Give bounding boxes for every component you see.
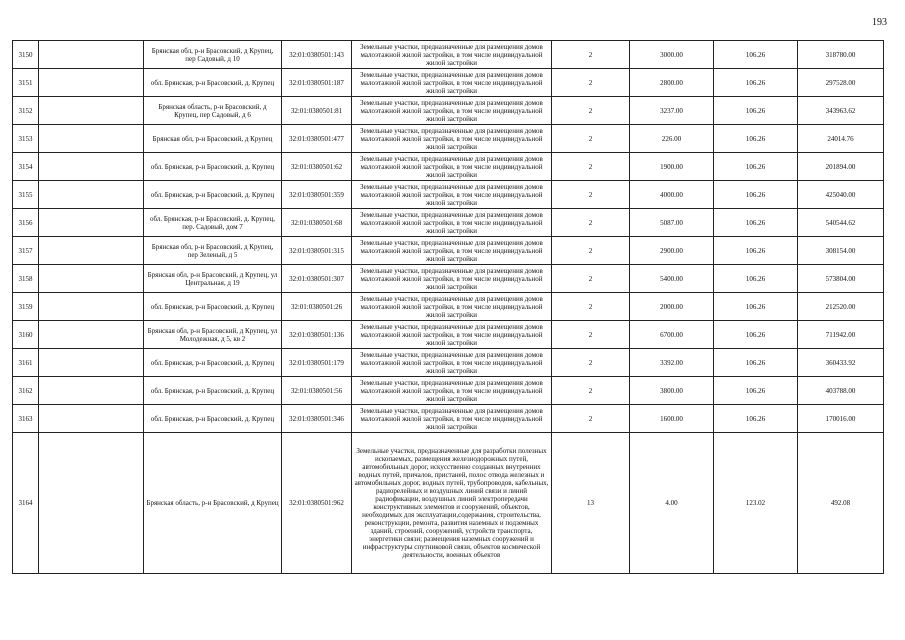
table-row — [13, 293, 884, 321]
cadastral-number-cell: 32:01:0380501:136 — [282, 321, 352, 349]
area-cell: 2800.00 — [630, 69, 714, 97]
address-cell: Брянская обл, р-н Брасовский, д Крупец, ул Центральная, д 19 — [144, 265, 282, 293]
cadastral-value-cell: 212520.00 — [798, 293, 884, 321]
address-cell: обл. Брянская, р-н Брасовский, д. Крупец — [144, 377, 282, 405]
cadastral-number-cell: 32:01:0380501:315 — [282, 237, 352, 265]
rate-cell: 106.26 — [714, 209, 798, 237]
area-cell: 4000.00 — [630, 181, 714, 209]
rate-cell: 106.26 — [714, 349, 798, 377]
table-row — [13, 97, 884, 125]
rate-cell: 123.02 — [714, 433, 798, 574]
category-cell: 2 — [552, 377, 630, 405]
cadastral-value-cell: 573804.00 — [798, 265, 884, 293]
category-cell: 2 — [552, 41, 630, 69]
table-row — [13, 209, 884, 237]
area-cell: 1600.00 — [630, 405, 714, 433]
cadastral-value-cell: 711942.00 — [798, 321, 884, 349]
land-use-cell: Земельные участки, предназначенные для размещения домов малоэтажной жилой застройки, в том числе индивидуальной жилой застройки — [352, 181, 552, 209]
category-cell: 2 — [552, 405, 630, 433]
address-cell: обл. Брянская, р-н Брасовский, д. Крупец — [144, 293, 282, 321]
address-cell: Брянская область, р-н Брасовский, д Крупец — [144, 433, 282, 574]
row-number: 3152 — [13, 97, 39, 125]
row-number: 3162 — [13, 377, 39, 405]
row-number: 3159 — [13, 293, 39, 321]
cadastral-value-cell: 170016.00 — [798, 405, 884, 433]
cadastral-number-cell: 32:01:0380501:62 — [282, 153, 352, 181]
address-cell: Брянская обл, р-н Брасовский, д Крупец, пер Зеленый, д 5 — [144, 237, 282, 265]
cadastral-value-cell: 308154.00 — [798, 237, 884, 265]
table-row — [13, 405, 884, 433]
category-cell: 2 — [552, 69, 630, 97]
cadastral-value-cell: 24014.76 — [798, 125, 884, 153]
address-cell: Брянская обл, р-н Брасовский, д Крупец, ул Молодежная, д 5, кв 2 — [144, 321, 282, 349]
rate-cell: 106.26 — [714, 321, 798, 349]
address-cell: обл. Брянская, р-н Брасовский, д. Крупец — [144, 69, 282, 97]
table-row — [13, 377, 884, 405]
table-row — [13, 41, 884, 69]
category-cell: 2 — [552, 125, 630, 153]
row-number: 3154 — [13, 153, 39, 181]
address-cell: обл. Брянская, р-н Брасовский, д. Крупец — [144, 153, 282, 181]
cadastral-value-cell: 492.08 — [798, 433, 884, 574]
cadastral-number-cell: 32:01:0380501:307 — [282, 265, 352, 293]
row-spacer — [39, 181, 144, 209]
cadastral-number-cell: 32:01:0380501:68 — [282, 209, 352, 237]
land-use-cell: Земельные участки, предназначенные для размещения домов малоэтажной жилой застройки, в том числе индивидуальной жилой застройки — [352, 293, 552, 321]
row-number: 3160 — [13, 321, 39, 349]
row-spacer — [39, 97, 144, 125]
table-row — [13, 125, 884, 153]
category-cell: 2 — [552, 349, 630, 377]
rate-cell: 106.26 — [714, 237, 798, 265]
row-number: 3158 — [13, 265, 39, 293]
row-spacer — [39, 153, 144, 181]
address-cell: обл. Брянская, р-н Брасовский, д. Крупец — [144, 405, 282, 433]
land-use-cell: Земельные участки, предназначенные для размещения домов малоэтажной жилой застройки, в том числе индивидуальной жилой застройки — [352, 321, 552, 349]
area-cell: 5400.00 — [630, 265, 714, 293]
address-cell: Брянская обл, р-н Брасовский, д Крупец — [144, 125, 282, 153]
land-use-cell: Земельные участки, предназначенные для размещения домов малоэтажной жилой застройки, в том числе индивидуальной жилой застройки — [352, 125, 552, 153]
cadastral-value-cell: 318780.00 — [798, 41, 884, 69]
category-cell: 13 — [552, 433, 630, 574]
row-number: 3156 — [13, 209, 39, 237]
table-row — [13, 181, 884, 209]
cadastral-number-cell: 32:01:0380501:143 — [282, 41, 352, 69]
rate-cell: 106.26 — [714, 41, 798, 69]
rate-cell: 106.26 — [714, 265, 798, 293]
land-use-cell: Земельные участки, предназначенные для размещения домов малоэтажной жилой застройки, в том числе индивидуальной жилой застройки — [352, 209, 552, 237]
land-use-cell: Земельные участки, предназначенные для размещения домов малоэтажной жилой застройки, в том числе индивидуальной жилой застройки — [352, 97, 552, 125]
row-number: 3163 — [13, 405, 39, 433]
area-cell: 2900.00 — [630, 237, 714, 265]
address-cell: обл. Брянская, р-н Брасовский, д. Крупец — [144, 349, 282, 377]
address-cell: обл. Брянская, р-н Брасовский, д. Крупец, пер. Садовый, дом 7 — [144, 209, 282, 237]
category-cell: 2 — [552, 293, 630, 321]
land-use-cell: Земельные участки, предназначенные для размещения домов малоэтажной жилой застройки, в том числе индивидуальной жилой застройки — [352, 349, 552, 377]
page-number: 193 — [872, 17, 887, 28]
category-cell: 2 — [552, 209, 630, 237]
table-row — [13, 349, 884, 377]
table-row — [13, 237, 884, 265]
land-use-cell: Земельные участки, предназначенные для размещения домов малоэтажной жилой застройки, в том числе индивидуальной жилой застройки — [352, 377, 552, 405]
rate-cell: 106.26 — [714, 153, 798, 181]
cadastral-value-cell: 360433.92 — [798, 349, 884, 377]
land-use-cell: Земельные участки, предназначенные для размещения домов малоэтажной жилой застройки, в том числе индивидуальной жилой застройки — [352, 405, 552, 433]
table-row — [13, 153, 884, 181]
row-spacer — [39, 69, 144, 97]
rate-cell: 106.26 — [714, 181, 798, 209]
category-cell: 2 — [552, 321, 630, 349]
category-cell: 2 — [552, 265, 630, 293]
rate-cell: 106.26 — [714, 69, 798, 97]
area-cell: 3800.00 — [630, 377, 714, 405]
row-spacer — [39, 125, 144, 153]
row-number: 3155 — [13, 181, 39, 209]
rate-cell: 106.26 — [714, 125, 798, 153]
area-cell: 2000.00 — [630, 293, 714, 321]
land-use-cell: Земельные участки, предназначенные для размещения домов малоэтажной жилой застройки, в том числе индивидуальной жилой застройки — [352, 265, 552, 293]
row-number: 3161 — [13, 349, 39, 377]
land-use-cell: Земельные участки, предназначенные для разработки полезных ископаемых, размещения железнодорожных путей, автомобильных дорог, искусственно созданных внутренних водных путей, причалов, пристаней, полос отвода железных и автомобильных дорог, водных путей, трубопроводов, кабельных, радиорелейных и воздушных линий связи и линий радиофикации, воздушных линий электропередачи конструктивных элементов и сооружений, объектов, необходимых для эксплуатации,содержания, строительства, реконструкции, ремонта, развития наземных и подземных зданий, строений, сооружений, устройств транспорта, энергетики связи; размещения наземных сооружений и инфраструктуры спутниковой связи, объектов космической деятельности, военных объектов — [352, 433, 552, 574]
cadastral-number-cell: 32:01:0380501:81 — [282, 97, 352, 125]
row-spacer — [39, 377, 144, 405]
table-row — [13, 321, 884, 349]
rate-cell: 106.26 — [714, 293, 798, 321]
row-number: 3151 — [13, 69, 39, 97]
address-cell: Брянская область, р-н Брасовский, д Крупец, пер Садовый, д 6 — [144, 97, 282, 125]
cadastral-number-cell: 32:01:0380501:346 — [282, 405, 352, 433]
cadastral-value-cell: 540544.62 — [798, 209, 884, 237]
cadastral-value-cell: 425040.00 — [798, 181, 884, 209]
row-spacer — [39, 293, 144, 321]
rate-cell: 106.26 — [714, 97, 798, 125]
land-use-cell: Земельные участки, предназначенные для размещения домов малоэтажной жилой застройки, в том числе индивидуальной жилой застройки — [352, 153, 552, 181]
cadastral-number-cell: 32:01:0380501:477 — [282, 125, 352, 153]
category-cell: 2 — [552, 237, 630, 265]
table-row — [13, 433, 884, 574]
category-cell: 2 — [552, 181, 630, 209]
cadastral-number-cell: 32:01:0380501:962 — [282, 433, 352, 574]
row-spacer — [39, 209, 144, 237]
row-number: 3164 — [13, 433, 39, 574]
cadastral-number-cell: 32:01:0380501:359 — [282, 181, 352, 209]
category-cell: 2 — [552, 97, 630, 125]
area-cell: 3237.00 — [630, 97, 714, 125]
cadastral-number-cell: 32:01:0380501:56 — [282, 377, 352, 405]
area-cell: 4.00 — [630, 433, 714, 574]
row-number: 3153 — [13, 125, 39, 153]
cadastral-number-cell: 32:01:0380501:187 — [282, 69, 352, 97]
row-number: 3157 — [13, 237, 39, 265]
cadastral-value-cell: 297528.00 — [798, 69, 884, 97]
row-spacer — [39, 349, 144, 377]
cadastral-number-cell: 32:01:0380501:179 — [282, 349, 352, 377]
land-use-cell: Земельные участки, предназначенные для размещения домов малоэтажной жилой застройки, в том числе индивидуальной жилой застройки — [352, 41, 552, 69]
land-use-cell: Земельные участки, предназначенные для размещения домов малоэтажной жилой застройки, в том числе индивидуальной жилой застройки — [352, 69, 552, 97]
area-cell: 3392.00 — [630, 349, 714, 377]
row-number: 3150 — [13, 41, 39, 69]
cadastral-value-cell: 403788.00 — [798, 377, 884, 405]
land-registry-table — [12, 40, 884, 574]
area-cell: 5087.00 — [630, 209, 714, 237]
area-cell: 1900.00 — [630, 153, 714, 181]
cadastral-value-cell: 343963.62 — [798, 97, 884, 125]
rate-cell: 106.26 — [714, 405, 798, 433]
area-cell: 6700.00 — [630, 321, 714, 349]
row-spacer — [39, 433, 144, 574]
row-spacer — [39, 237, 144, 265]
table-row — [13, 265, 884, 293]
table-row — [13, 69, 884, 97]
row-spacer — [39, 321, 144, 349]
row-spacer — [39, 265, 144, 293]
address-cell: Брянская обл, р-н Брасовский, д Крупец, пер Садовый, д 10 — [144, 41, 282, 69]
cadastral-value-cell: 201894.00 — [798, 153, 884, 181]
category-cell: 2 — [552, 153, 630, 181]
area-cell: 226.00 — [630, 125, 714, 153]
area-cell: 3000.00 — [630, 41, 714, 69]
row-spacer — [39, 405, 144, 433]
cadastral-number-cell: 32:01:0380501:26 — [282, 293, 352, 321]
row-spacer — [39, 41, 144, 69]
rate-cell: 106.26 — [714, 377, 798, 405]
table-body — [13, 41, 884, 574]
land-use-cell: Земельные участки, предназначенные для размещения домов малоэтажной жилой застройки, в том числе индивидуальной жилой застройки — [352, 237, 552, 265]
address-cell: обл. Брянская, р-н Брасовский, д. Крупец — [144, 181, 282, 209]
